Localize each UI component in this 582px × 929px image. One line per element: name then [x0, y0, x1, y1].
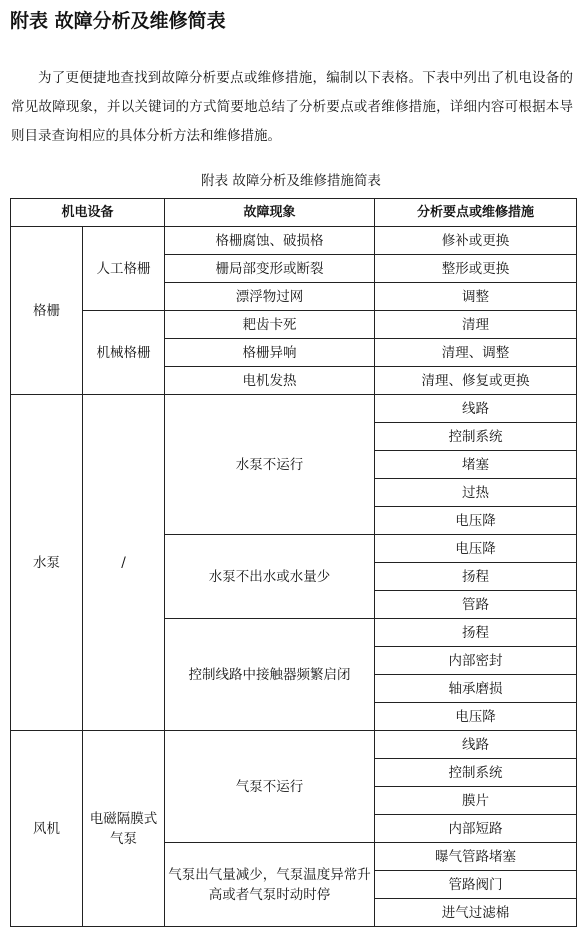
header-symptom: 故障现象 — [165, 199, 375, 227]
table-row — [11, 395, 577, 423]
header-equipment: 机电设备 — [11, 199, 165, 227]
measure-cell: 堵塞 — [375, 451, 577, 479]
table-header-row — [11, 199, 577, 227]
symptom-cell: 漂浮物过网 — [165, 283, 375, 311]
equipment-type-cell: / — [83, 395, 165, 731]
fault-analysis-table — [10, 198, 577, 927]
measure-cell: 电压降 — [375, 507, 577, 535]
header-measure: 分析要点或维修措施 — [375, 199, 577, 227]
page-title: 附表 故障分析及维修简表 — [10, 10, 226, 32]
equipment-type-cell: 人工格栅 — [83, 227, 165, 311]
measure-cell: 调整 — [375, 283, 577, 311]
measure-cell: 过热 — [375, 479, 577, 507]
measure-cell: 电压降 — [375, 535, 577, 563]
measure-cell: 曝气管路堵塞 — [375, 843, 577, 871]
measure-cell: 清理、调整 — [375, 339, 577, 367]
equipment-type-cell: 电磁隔膜式气泵 — [83, 731, 165, 927]
table-row — [11, 227, 577, 255]
table-caption: 附表 故障分析及维修措施简表 — [201, 173, 381, 189]
symptom-cell: 水泵不运行 — [165, 395, 375, 535]
equipment-cell: 格栅 — [11, 227, 83, 395]
measure-cell: 清理、修复或更换 — [375, 367, 577, 395]
measure-cell: 管路阀门 — [375, 871, 577, 899]
table-row — [11, 311, 577, 339]
symptom-cell: 耙齿卡死 — [165, 311, 375, 339]
measure-cell: 控制系统 — [375, 759, 577, 787]
equipment-type-cell: 机械格栅 — [83, 311, 165, 395]
measure-cell: 扬程 — [375, 563, 577, 591]
equipment-cell: 水泵 — [11, 395, 83, 731]
measure-cell: 控制系统 — [375, 423, 577, 451]
intro-paragraph: 为了更便捷地查找到故障分析要点或维修措施，编制以下表格。下表中列出了机电设备的常见故障现象，并以关键词的方式简要地总结了分析要点或者维修措施，详细内容可根据本导则目录查询相应的具体分析方法和维修措施。 — [11, 70, 573, 144]
symptom-cell: 电机发热 — [165, 367, 375, 395]
table-row — [11, 731, 577, 759]
table-body — [11, 227, 577, 927]
measure-cell: 扬程 — [375, 619, 577, 647]
measure-cell: 膜片 — [375, 787, 577, 815]
measure-cell: 进气过滤棉 — [375, 899, 577, 927]
equipment-cell: 风机 — [11, 731, 83, 927]
symptom-cell: 水泵不出水或水量少 — [165, 535, 375, 619]
measure-cell: 管路 — [375, 591, 577, 619]
measure-cell: 电压降 — [375, 703, 577, 731]
symptom-cell: 格栅腐蚀、破损格 — [165, 227, 375, 255]
measure-cell: 线路 — [375, 731, 577, 759]
symptom-cell: 栅局部变形或断裂 — [165, 255, 375, 283]
symptom-cell: 气泵不运行 — [165, 731, 375, 843]
symptom-cell: 气泵出气量减少，气泵温度异常升高或者气泵时动时停 — [165, 843, 375, 927]
symptom-cell: 控制线路中接触器频繁启闭 — [165, 619, 375, 731]
measure-cell: 修补或更换 — [375, 227, 577, 255]
measure-cell: 线路 — [375, 395, 577, 423]
measure-cell: 整形或更换 — [375, 255, 577, 283]
measure-cell: 内部短路 — [375, 815, 577, 843]
symptom-cell: 格栅异响 — [165, 339, 375, 367]
measure-cell: 清理 — [375, 311, 577, 339]
measure-cell: 轴承磨损 — [375, 675, 577, 703]
measure-cell: 内部密封 — [375, 647, 577, 675]
